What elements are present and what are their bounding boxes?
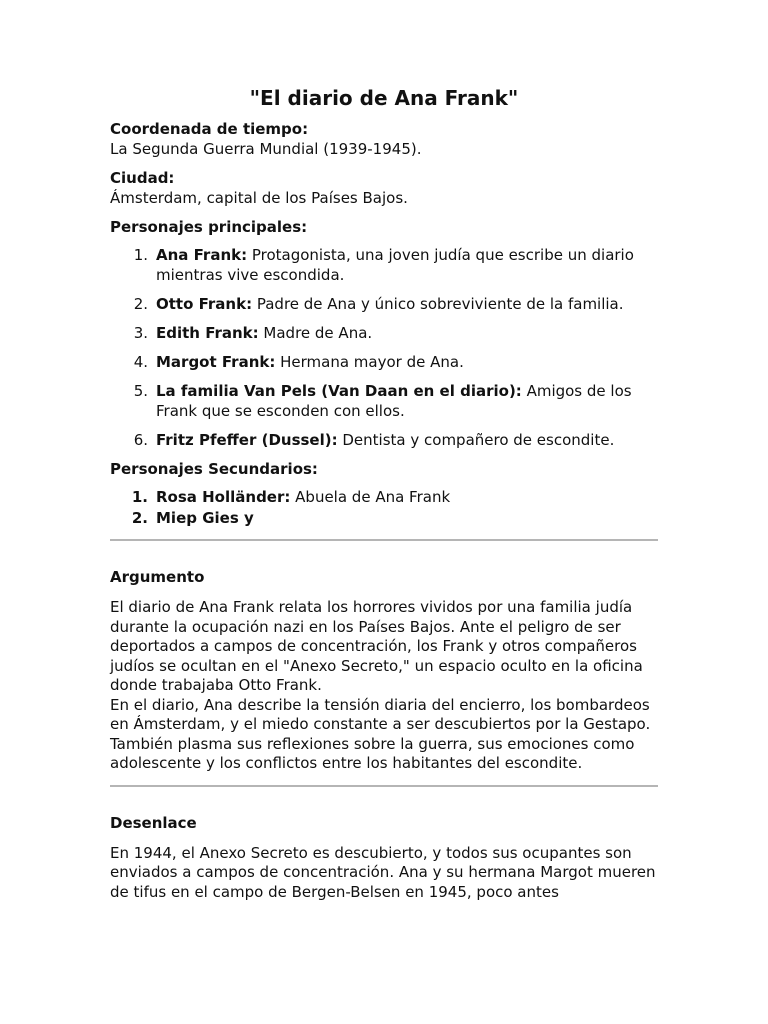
character-name: Ana Frank: [156, 246, 248, 264]
character-name: Margot Frank: [156, 353, 276, 371]
character-desc: Abuela de Ana Frank [290, 488, 451, 506]
argumento-paragraph-1: El diario de Ana Frank relata los horrores vividos por una familia judía durante la ocupación nazi en los Países Bajos. Ante el peligro de ser deportados a campos de concentración, los Frank y otros compañeros judíos se ocultan en el "Anexo Secreto," un espacio oculto en la oficina donde trabajaba Otto Frank. [110, 598, 643, 694]
character-desc: Protagonista, una joven judía que escribe un diario mientras vive escondida. [156, 246, 634, 284]
list-item: 2. Otto Frank: Padre de Ana y único sobreviviente de la familia. [133, 295, 624, 313]
character-name: La familia Van Pels (Van Daan en el diario): [156, 382, 522, 400]
city-label: Ciudad: [110, 169, 175, 187]
character-name: Rosa Holländer: [156, 488, 291, 506]
character-name: Edith Frank: [156, 324, 259, 342]
character-name: Otto Frank: [156, 295, 253, 313]
desenlace-paragraph-1: En 1944, el Anexo Secreto es descubierto, y todos sus ocupantes son enviados a campos de concentración. Ana y su hermana Margot mueren de tifus en el campo de Bergen-Belsen en 1945, poco antes [110, 843, 656, 901]
list-item: 4. Margot Frank: Hermana mayor de Ana. [133, 353, 464, 371]
section-divider [110, 539, 658, 541]
time-value: La Segunda Guerra Mundial (1939-1945). [110, 140, 422, 158]
list-item: 1. Ana Frank: Protagonista, una joven judía que escribe un diario mientras vive escondida. [133, 246, 634, 284]
document-title: "El diario de Ana Frank" [249, 86, 519, 110]
document-content [110, 86, 658, 902]
secondary-characters-list [110, 487, 658, 528]
argumento-heading: Argumento [110, 568, 205, 586]
principal-characters-label: Personajes principales: [110, 218, 308, 236]
character-desc: Madre de Ana. [258, 324, 373, 342]
character-name: Fritz Pfeffer (Dussel): [156, 431, 338, 449]
character-desc: Hermana mayor de Ana. [275, 353, 464, 371]
list-item: 2. Miep Gies y [131, 509, 254, 527]
desenlace-heading: Desenlace [110, 813, 197, 832]
list-item: 3. Edith Frank: Madre de Ana. [133, 324, 373, 342]
argumento-paragraph-2: En el diario, Ana describe la tensión diaria del encierro, los bombardeos en Ámsterdam, y el miedo constante a ser descubiertos por la Gestapo. También plasma sus reflexiones sobre la guerra, sus emociones como adolescente y los conflictos entre los habitantes del escondite. [110, 695, 651, 772]
secondary-characters-label: Personajes Secundarios: [110, 460, 318, 478]
list-item: 6. Fritz Pfeffer (Dussel): Dentista y compañero de escondite. [133, 431, 615, 449]
city-value: Ámsterdam, capital de los Países Bajos. [110, 189, 408, 207]
character-name: Miep Gies y [156, 509, 254, 527]
list-item: 1. Rosa Holländer: Abuela de Ana Frank [131, 488, 451, 506]
character-desc: Amigos de los Frank que se esconden con ellos. [156, 382, 632, 420]
list-item: 5. La familia Van Pels (Van Daan en el diario): Amigos de los Frank que se esconden con ellos. [133, 382, 632, 420]
time-label: Coordenada de tiempo: [110, 120, 309, 138]
character-desc: Padre de Ana y único sobreviviente de la familia. [252, 295, 624, 313]
principal-characters-list [110, 245, 658, 450]
section-divider [110, 785, 658, 787]
character-desc: Dentista y compañero de escondite. [337, 431, 615, 449]
